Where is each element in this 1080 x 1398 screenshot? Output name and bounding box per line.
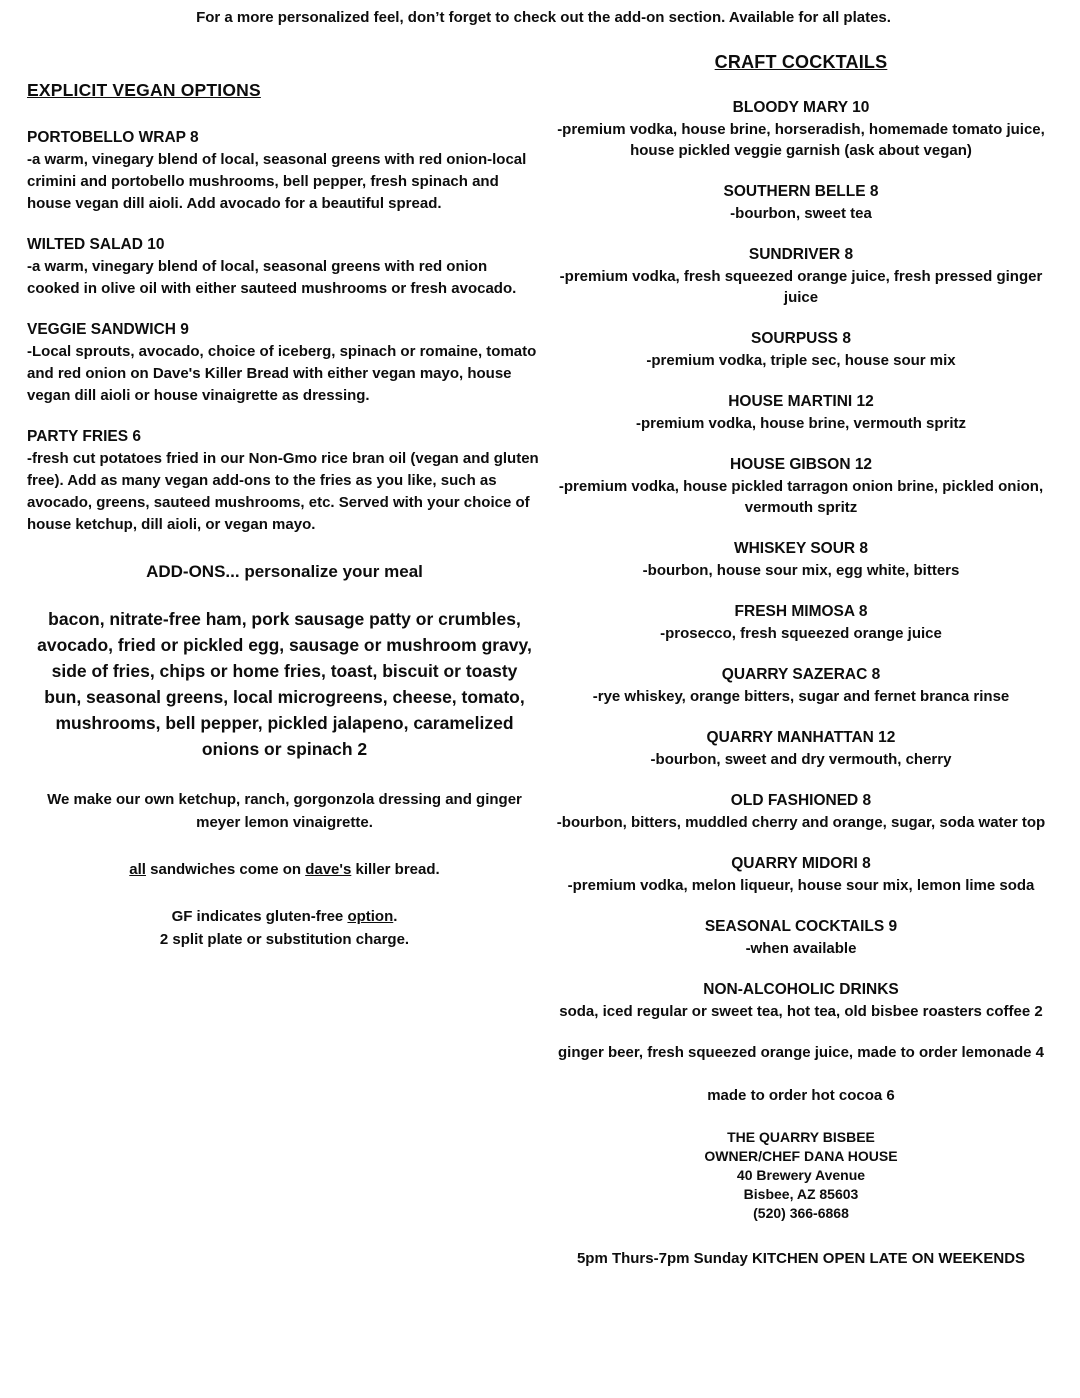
menu-item-name: SUNDRIVER 8 — [748, 246, 854, 263]
restaurant-name: THE QUARRY BISBEE — [727, 1129, 875, 1145]
cocktail-menu-item — [542, 181, 1060, 224]
menu-item-name: SEASONAL COCKTAILS 9 — [704, 918, 898, 935]
hours-line: 5pm Thurs-7pm Sunday KITCHEN OPEN LATE ON WEEKENDS — [576, 1250, 1026, 1267]
menu-item-description: -fresh cut potatoes fried in our Non-Gmo rice bran oil (vegan and gluten free). Add as many vegan add-ons to the fries as you like, such as avocado, greens, sauteed mushrooms, etc. Served with your choice of house ketchup, dill aioli, or vegan mayo. — [27, 450, 539, 533]
menu-item-name: HOUSE MARTINI 12 — [728, 393, 874, 410]
restaurant-info — [542, 1128, 1060, 1223]
vegan-column — [27, 38, 542, 951]
split-plate-note: 2 split plate or substitution charge. — [159, 931, 410, 948]
menu-item-description: -a warm, vinegary blend of local, seasonal greens with red onion cooked in olive oil with either sauteed mushrooms or fresh avocado. — [27, 258, 517, 297]
cocktails-column — [542, 38, 1060, 1269]
cocktails-section-title: CRAFT COCKTAILS — [714, 52, 888, 72]
cocktail-menu-item — [542, 454, 1060, 518]
cocktail-menu-item — [542, 538, 1060, 581]
menu-item-name: PARTY FRIES 6 — [27, 428, 141, 445]
menu-item-description: -premium vodka, house brine, vermouth spritz — [635, 415, 967, 432]
menu-item-description: -premium vodka, triple sec, house sour mix — [646, 352, 956, 369]
menu-item-name: OLD FASHIONED 8 — [730, 792, 872, 809]
menu-item-name: QUARRY MIDORI 8 — [731, 855, 871, 872]
addons-section — [27, 562, 542, 951]
menu-item-description: -rye whiskey, orange bitters, sugar and fernet branca rinse — [592, 688, 1010, 705]
cocktail-menu-item — [542, 790, 1060, 833]
non-alcoholic-extra: ginger beer, fresh squeezed orange juice, made to order lemonade 4 — [558, 1044, 1044, 1061]
cocktail-menu-item — [542, 916, 1060, 959]
cocktail-menu-item — [542, 664, 1060, 707]
menu-item-description: -Local sprouts, avocado, choice of iceberg, spinach or romaine, tomato and red onion on Dave's Killer Bread with either vegan mayo, house vegan dill aioli or house vinaigrette as dressing. — [27, 343, 537, 404]
menu-item-description: -premium vodka, house pickled tarragon onion brine, pickled onion, vermouth spritz — [558, 478, 1044, 516]
gluten-free-note: GF indicates gluten-free option. — [171, 908, 398, 925]
phone-number: (520) 366-6868 — [753, 1205, 849, 1221]
menu-item-description: -premium vodka, fresh squeezed orange juice, fresh pressed ginger juice — [559, 268, 1043, 306]
menu-item-name: FRESH MIMOSA 8 — [734, 603, 868, 620]
menu-item-description: -bourbon, sweet and dry vermouth, cherry — [650, 751, 952, 768]
bread-note-underlined: all — [129, 861, 146, 878]
menu-item-description: -prosecco, fresh squeezed orange juice — [660, 625, 942, 642]
cocktail-menu-item — [542, 853, 1060, 896]
cocktail-menu-item — [542, 328, 1060, 371]
vegan-section-title: EXPLICIT VEGAN OPTIONS — [27, 80, 261, 100]
vegan-menu-item — [27, 234, 542, 300]
cocktail-menu-item — [542, 979, 1060, 1022]
menu-item-description: -a warm, vinegary blend of local, seasonal greens with red onion-local crimini and portobello mushrooms, bell pepper, fresh spinach and house vegan dill aioli. Add avocado for a beautiful spread. — [27, 151, 527, 212]
cocktail-menu-item — [542, 727, 1060, 770]
menu-item-name: SOURPUSS 8 — [751, 330, 851, 347]
top-note: For a more personalized feel, don’t forget to check out the add-on section. Available for all plates. — [196, 9, 891, 26]
menu-item-name: WHISKEY SOUR 8 — [733, 540, 869, 557]
menu-item-name: HOUSE GIBSON 12 — [729, 456, 873, 473]
menu-item-name: NON-ALCOHOLIC DRINKS — [703, 981, 899, 998]
owner-chef-line: OWNER/CHEF DANA HOUSE — [704, 1148, 898, 1164]
addons-list: bacon, nitrate-free ham, pork sausage patty or crumbles, avocado, fried or pickled egg, sausage or mushroom gravy, side of fries, chips or home fries, toast, biscuit or toasty bun, seasonal greens, local microgreens, cheese, tomato, mushrooms, bell pepper, pickled jalapeno, caramelized onions or spinach 2 — [37, 609, 532, 759]
cocktail-menu-item — [542, 601, 1060, 644]
cocktail-menu-item — [542, 97, 1060, 161]
menu-item-name: BLOODY MARY 10 — [732, 99, 870, 116]
non-alcoholic-extra: made to order hot cocoa 6 — [707, 1087, 895, 1104]
menu-item-description: -premium vodka, house brine, horseradish, homemade tomato juice, house pickled veggie garnish (ask about vegan) — [557, 121, 1045, 159]
menu-item-name: PORTOBELLO WRAP 8 — [27, 129, 199, 146]
addons-bread-note: all sandwiches come on dave's killer bread. — [129, 861, 440, 878]
addons-title: ADD-ONS... personalize your meal — [146, 562, 423, 581]
addons-condiments-note: We make our own ketchup, ranch, gorgonzola dressing and ginger meyer lemon vinaigrette. — [47, 791, 522, 831]
vegan-menu-item — [27, 127, 542, 215]
cocktail-menu-item — [542, 244, 1060, 308]
vegan-menu-item — [27, 426, 542, 536]
menu-item-description: -bourbon, sweet tea — [730, 205, 872, 222]
menu-item-description: -when available — [745, 940, 857, 957]
menu-item-name: WILTED SALAD 10 — [27, 236, 165, 253]
menu-item-description: soda, iced regular or sweet tea, hot tea, old bisbee roasters coffee 2 — [559, 1003, 1043, 1020]
bread-note-underlined: dave's — [305, 861, 352, 878]
menu-item-description: -premium vodka, melon liqueur, house sour mix, lemon lime soda — [567, 877, 1035, 894]
menu-item-name: VEGGIE SANDWICH 9 — [27, 321, 189, 338]
vegan-menu-item — [27, 319, 542, 407]
menu-item-description: -bourbon, bitters, muddled cherry and orange, sugar, soda water top — [556, 814, 1046, 831]
menu-item-description: -bourbon, house sour mix, egg white, bitters — [642, 562, 960, 579]
menu-item-name: QUARRY SAZERAC 8 — [721, 666, 881, 683]
cocktail-menu-item — [542, 391, 1060, 434]
menu-columns — [27, 38, 1060, 1269]
menu-item-name: QUARRY MANHATTAN 12 — [706, 729, 896, 746]
menu-item-name: SOUTHERN BELLE 8 — [723, 183, 879, 200]
city-state-zip: Bisbee, AZ 85603 — [743, 1186, 859, 1202]
gf-note-underlined: option — [347, 908, 394, 925]
street-address: 40 Brewery Avenue — [736, 1167, 866, 1183]
